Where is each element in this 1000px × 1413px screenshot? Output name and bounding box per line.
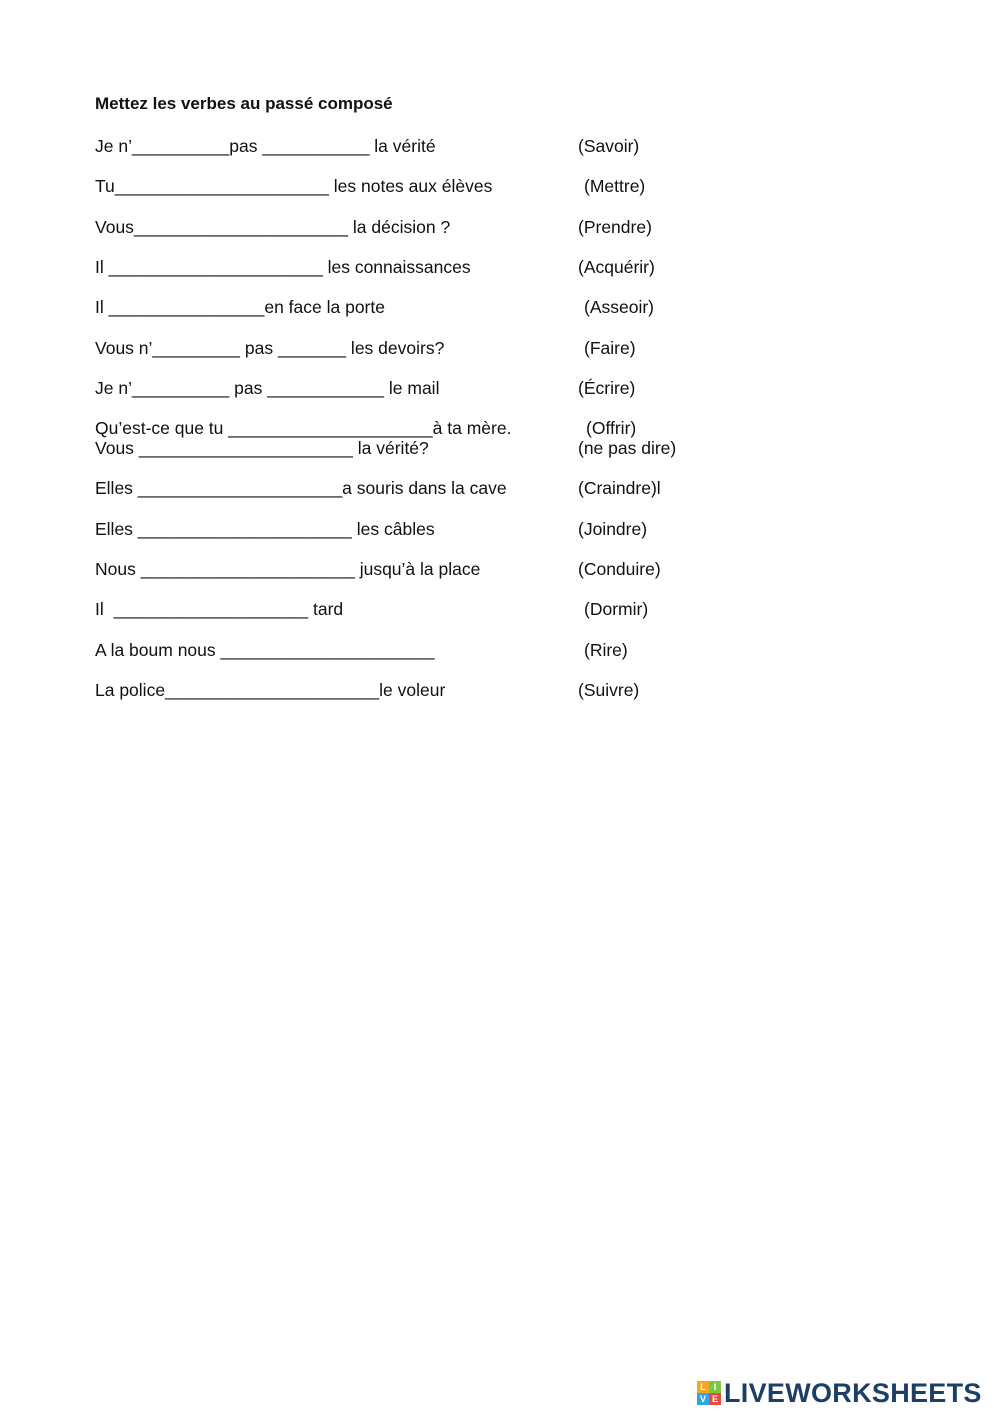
exercise-sentence: Je n’__________pas ___________ la vérité: [95, 136, 436, 156]
exercise-sentence: Qu’est-ce que tu _____________________à ta mère.: [95, 418, 512, 438]
exercise-sentence: Vous ______________________ la vérité?: [95, 438, 429, 458]
verb-hint: (Craindre)l: [578, 478, 661, 498]
exercise-sentence: Tu______________________ les notes aux élèves: [95, 176, 493, 196]
liveworksheets-logo: [697, 1378, 982, 1408]
exercise-sentence: Il ____________________ tard: [95, 599, 344, 619]
exercise-sentence: Je n’__________ pas ____________ le mail: [95, 378, 440, 398]
exercise-sentence: Vous______________________ la décision ?: [95, 217, 451, 237]
logo-mark-letter: I: [709, 1381, 721, 1393]
logo-wordmark: LIVEWORKSHEETS: [724, 1378, 982, 1408]
verb-hint: (Savoir): [578, 136, 640, 156]
exercise-sentence: Elles ______________________ les câbles: [95, 519, 435, 539]
verb-hint: (Rire): [584, 640, 628, 660]
verb-hint: (Conduire): [578, 559, 661, 579]
exercise-sentence: Vous n’_________ pas _______ les devoirs?: [95, 338, 445, 358]
exercise-sentence: A la boum nous ______________________: [95, 640, 435, 660]
verb-hint: (Asseoir): [584, 297, 655, 317]
logo-mark-letter: L: [697, 1381, 709, 1393]
liveworksheets-mark-icon: [697, 1381, 721, 1405]
verb-hint: (Suivre): [578, 680, 640, 700]
verb-hint: (Offrir): [586, 418, 637, 438]
verb-hint: (Mettre): [584, 176, 646, 196]
logo-mark-letter: E: [709, 1393, 721, 1405]
exercise-sentence: Elles _____________________a souris dans la cave: [95, 478, 507, 498]
logo-mark-letter: V: [697, 1393, 709, 1405]
exercise-sentence: Il ______________________ les connaissances: [95, 257, 471, 277]
page-title: Mettez les verbes au passé composé: [95, 94, 393, 113]
verb-hint: (Faire): [584, 338, 636, 358]
exercise-sentence: La police______________________le voleur: [95, 680, 446, 700]
exercise-sentence: Nous ______________________ jusqu’à la place: [95, 559, 481, 579]
verb-hint: (ne pas dire): [578, 438, 677, 458]
verb-hint: (Joindre): [578, 519, 648, 539]
verb-hint: (Écrire): [578, 378, 636, 398]
verb-hint: (Acquérir): [578, 257, 655, 277]
verb-hint: (Dormir): [584, 599, 649, 619]
exercise-sentence: Il ________________en face la porte: [95, 297, 385, 317]
verb-hint: (Prendre): [578, 217, 652, 237]
